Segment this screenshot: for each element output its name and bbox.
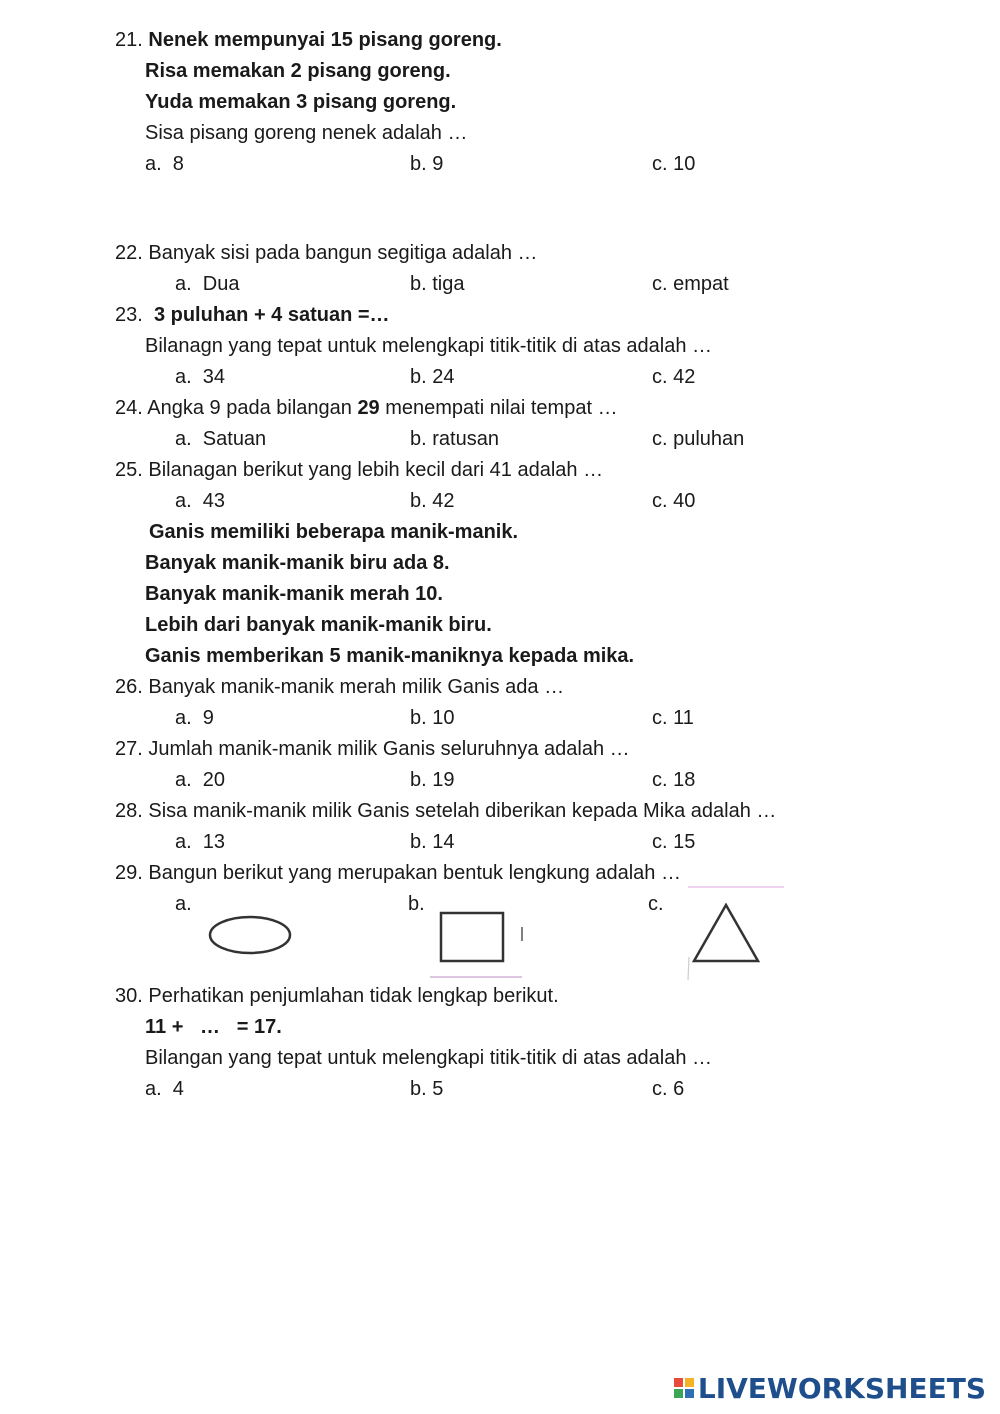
- q30-question: 30. Perhatikan penjumlahan tidak lengkap berikut.: [115, 985, 559, 1007]
- q23-question: Bilanagn yang tepat untuk melengkapi titik-titik di atas adalah …: [145, 335, 713, 357]
- q26-question: 26. Banyak manik-manik merah milik Ganis ada …: [115, 676, 565, 698]
- story-line-2: Banyak manik-manik biru ada 8.: [145, 552, 450, 574]
- logo-square-2: [685, 1378, 694, 1387]
- q24-option-c[interactable]: c. puluhan: [652, 428, 745, 450]
- triangle-shape: [694, 905, 758, 961]
- q24-question: [115, 396, 618, 420]
- q29-option-b[interactable]: b.: [408, 893, 425, 915]
- liveworksheets-brand: [674, 1370, 986, 1406]
- q23-expression: 3 puluhan + 4 satuan =…: [153, 304, 390, 326]
- q21-option-a[interactable]: a. 8: [145, 153, 184, 175]
- q26-option-c[interactable]: c. 11: [652, 707, 694, 729]
- triangle-left-artifact: [688, 957, 689, 980]
- q23-option-a[interactable]: a. 34: [175, 366, 226, 388]
- q26-option-b[interactable]: b. 10: [410, 707, 455, 729]
- q21-line1: [115, 28, 502, 52]
- logo-square-1: [674, 1378, 683, 1387]
- q22-option-c[interactable]: c. empat: [652, 273, 729, 295]
- q25-option-c[interactable]: c. 40: [652, 490, 696, 512]
- q25-question: 25. Bilanagan berikut yang lebih kecil dari 41 adalah …: [115, 459, 604, 481]
- triangle-shape-figure[interactable]: [684, 885, 788, 985]
- story-line-3: Banyak manik-manik merah 10.: [145, 583, 443, 605]
- q21-question: Sisa pisang goreng nenek adalah …: [145, 122, 468, 144]
- story-line-1: Ganis memiliki beberapa manik-manik.: [149, 521, 519, 543]
- q22-question: 22. Banyak sisi pada bangun segitiga adalah …: [115, 242, 538, 264]
- q21-statement-2: Risa memakan 2 pisang goreng.: [145, 60, 451, 82]
- q21-option-b[interactable]: b. 9: [410, 153, 444, 175]
- q28-option-a[interactable]: a. 13: [175, 831, 226, 853]
- brand-text: LIVEWORKSHEETS: [697, 1371, 986, 1405]
- story-line-5: Ganis memberikan 5 manik-maniknya kepada mika.: [145, 645, 635, 667]
- q27-option-c[interactable]: c. 18: [652, 769, 696, 791]
- q24-question-end: menempati nilai tempat …: [379, 397, 618, 419]
- q25-option-a[interactable]: a. 43: [175, 490, 226, 512]
- rectangle-shape: [441, 913, 503, 961]
- q22-option-a[interactable]: a. Dua: [175, 273, 240, 295]
- q28-option-c[interactable]: c. 15: [652, 831, 696, 853]
- q29-question: 29. Bangun berikut yang merupakan bentuk lengkung adalah …: [115, 862, 681, 884]
- q30-option-b[interactable]: b. 5: [410, 1078, 444, 1100]
- q21-option-c[interactable]: c. 10: [652, 153, 696, 175]
- q23-line1: [115, 303, 390, 327]
- q24-option-b[interactable]: b. ratusan: [410, 428, 499, 450]
- q27-option-b[interactable]: b. 19: [410, 769, 455, 791]
- ellipse-shape: [210, 917, 290, 953]
- q24-number-bold: 29: [357, 397, 380, 419]
- logo-square-4: [685, 1389, 694, 1398]
- ellipse-shape-figure[interactable]: [205, 912, 295, 958]
- story-line-4: Lebih dari banyak manik-manik biru.: [145, 614, 492, 636]
- q28-question: 28. Sisa manik-manik milik Ganis setelah diberikan kepada Mika adalah …: [115, 800, 777, 822]
- q21-statement-3: Yuda memakan 3 pisang goreng.: [145, 91, 457, 113]
- q21-number: 21.: [115, 29, 143, 51]
- q27-question: 27. Jumlah manik-manik milik Ganis seluruhnya adalah …: [115, 738, 630, 760]
- q29-option-c[interactable]: c.: [648, 893, 664, 915]
- q24-question-start: 24. Angka 9 pada bilangan: [115, 397, 358, 419]
- q26-option-a[interactable]: a. 9: [175, 707, 214, 729]
- q30-expression: 11 + … = 17.: [145, 1016, 282, 1038]
- q30-option-a[interactable]: a. 4: [145, 1078, 184, 1100]
- rectangle-shape-figure[interactable]: [428, 905, 528, 981]
- q23-option-b[interactable]: b. 24: [410, 366, 455, 388]
- q28-option-b[interactable]: b. 14: [410, 831, 455, 853]
- q27-option-a[interactable]: a. 20: [175, 769, 226, 791]
- q22-option-b[interactable]: b. tiga: [410, 273, 465, 295]
- q23-number: 23.: [115, 304, 143, 326]
- q29-option-a[interactable]: a.: [175, 893, 192, 915]
- liveworksheets-logo-icon: [674, 1378, 694, 1398]
- q30-question-2: Bilangan yang tepat untuk melengkapi titik-titik di atas adalah …: [145, 1047, 713, 1069]
- q30-option-c[interactable]: c. 6: [652, 1078, 685, 1100]
- q21-statement-1: Nenek mempunyai 15 pisang goreng.: [148, 29, 502, 51]
- q23-option-c[interactable]: c. 42: [652, 366, 696, 388]
- q24-option-a[interactable]: a. Satuan: [175, 428, 267, 450]
- q25-option-b[interactable]: b. 42: [410, 490, 455, 512]
- logo-square-3: [674, 1389, 683, 1398]
